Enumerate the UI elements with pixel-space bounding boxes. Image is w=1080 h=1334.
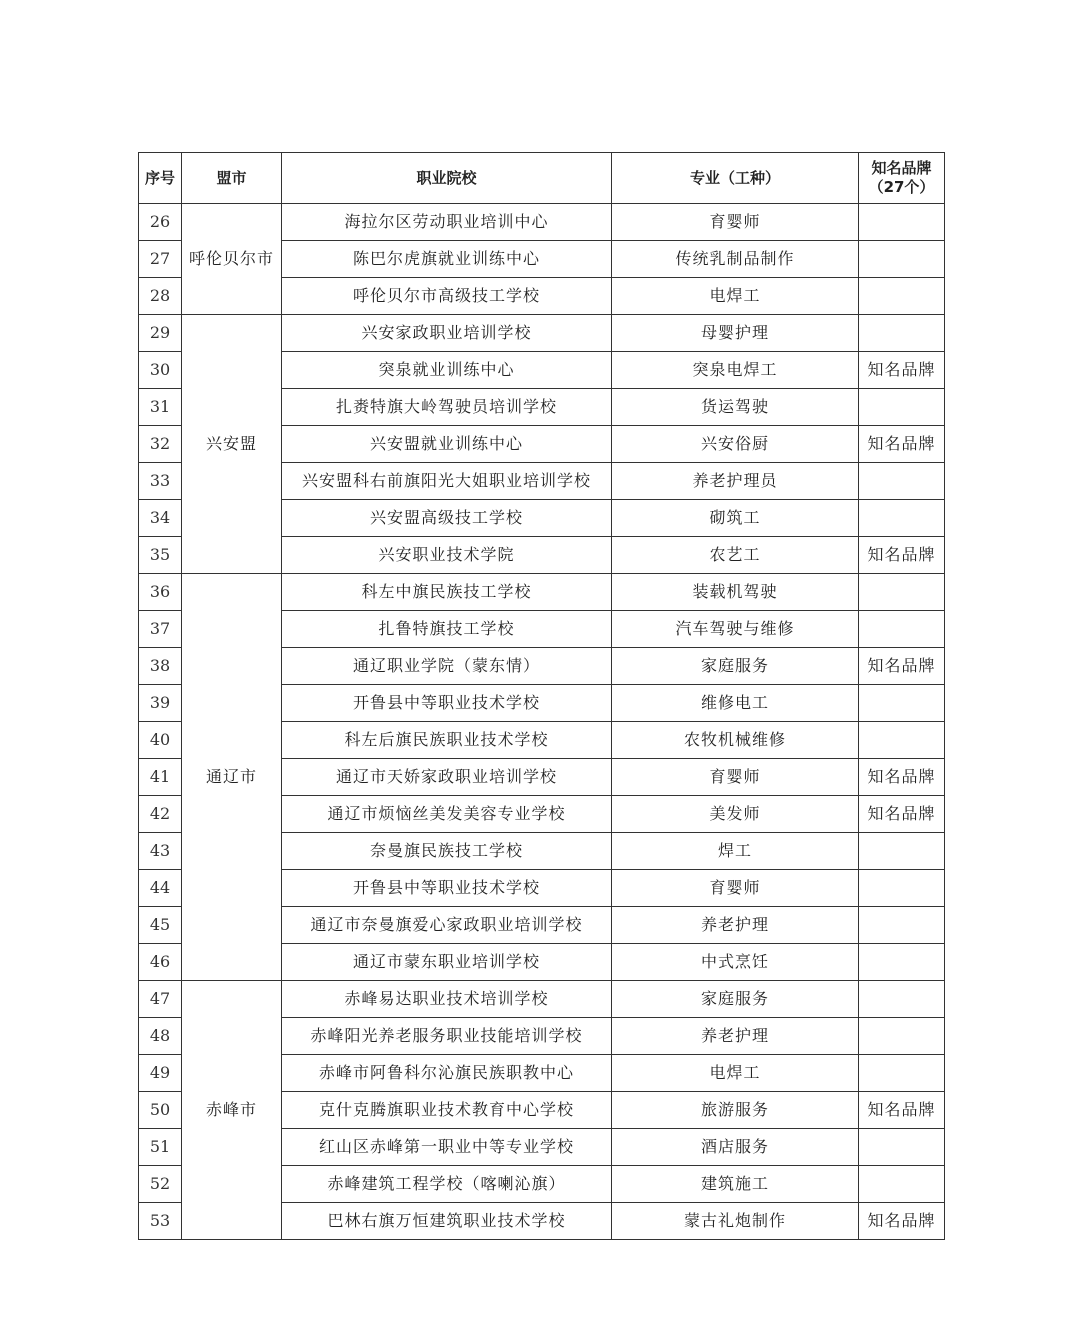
row-school: 兴安职业技术学院 (282, 537, 612, 574)
row-city: 通辽市 (182, 574, 282, 981)
row-school: 科左后旗民族职业技术学校 (282, 722, 612, 759)
row-major: 汽车驾驶与维修 (612, 611, 859, 648)
row-major: 中式烹饪 (612, 944, 859, 981)
row-school: 赤峰阳光养老服务职业技能培训学校 (282, 1018, 612, 1055)
row-major: 电焊工 (612, 278, 859, 315)
row-brand: 知名品牌 (859, 352, 945, 389)
row-major: 传统乳制品制作 (612, 241, 859, 278)
row-school: 赤峰市阿鲁科尔沁旗民族职教中心 (282, 1055, 612, 1092)
row-major: 货运驾驶 (612, 389, 859, 426)
row-school: 通辽市烦恼丝美发美容专业学校 (282, 796, 612, 833)
row-seq: 26 (139, 204, 182, 241)
row-brand (859, 1018, 945, 1055)
row-major: 农牧机械维修 (612, 722, 859, 759)
row-seq: 32 (139, 426, 182, 463)
row-brand (859, 463, 945, 500)
table-row (139, 574, 945, 611)
row-school: 通辽职业学院（蒙东情） (282, 648, 612, 685)
row-school: 兴安盟高级技工学校 (282, 500, 612, 537)
row-seq: 46 (139, 944, 182, 981)
row-brand (859, 1129, 945, 1166)
row-seq: 52 (139, 1166, 182, 1203)
row-school: 科左中旗民族技工学校 (282, 574, 612, 611)
row-brand (859, 574, 945, 611)
row-school: 兴安盟就业训练中心 (282, 426, 612, 463)
header-city: 盟市 (182, 153, 282, 204)
header-brand (859, 153, 945, 204)
row-brand (859, 204, 945, 241)
row-major: 蒙古礼炮制作 (612, 1203, 859, 1240)
row-major: 养老护理员 (612, 463, 859, 500)
row-brand (859, 870, 945, 907)
row-seq: 35 (139, 537, 182, 574)
row-school: 海拉尔区劳动职业培训中心 (282, 204, 612, 241)
row-major: 养老护理 (612, 1018, 859, 1055)
table-header-row (139, 153, 945, 204)
header-brand-line1: 知名品牌 (871, 159, 932, 177)
row-brand (859, 907, 945, 944)
row-brand: 知名品牌 (859, 759, 945, 796)
row-major: 育婴师 (612, 759, 859, 796)
row-brand: 知名品牌 (859, 648, 945, 685)
row-major: 维修电工 (612, 685, 859, 722)
row-seq: 30 (139, 352, 182, 389)
row-seq: 34 (139, 500, 182, 537)
row-school: 扎鲁特旗技工学校 (282, 611, 612, 648)
row-brand (859, 241, 945, 278)
row-major: 电焊工 (612, 1055, 859, 1092)
row-city: 兴安盟 (182, 315, 282, 574)
row-seq: 47 (139, 981, 182, 1018)
row-school: 通辽市蒙东职业培训学校 (282, 944, 612, 981)
row-school: 呼伦贝尔市高级技工学校 (282, 278, 612, 315)
row-brand (859, 389, 945, 426)
row-seq: 51 (139, 1129, 182, 1166)
row-brand: 知名品牌 (859, 1092, 945, 1129)
row-city: 呼伦贝尔市 (182, 204, 282, 315)
row-brand (859, 944, 945, 981)
row-school: 开鲁县中等职业技术学校 (282, 685, 612, 722)
row-seq: 27 (139, 241, 182, 278)
row-brand (859, 1166, 945, 1203)
row-brand (859, 1055, 945, 1092)
row-brand (859, 685, 945, 722)
row-seq: 37 (139, 611, 182, 648)
row-brand (859, 833, 945, 870)
row-seq: 28 (139, 278, 182, 315)
row-school: 陈巴尔虎旗就业训练中心 (282, 241, 612, 278)
row-seq: 45 (139, 907, 182, 944)
row-seq: 43 (139, 833, 182, 870)
row-brand: 知名品牌 (859, 426, 945, 463)
row-brand (859, 500, 945, 537)
row-brand (859, 611, 945, 648)
row-brand (859, 278, 945, 315)
row-major: 育婴师 (612, 204, 859, 241)
row-school: 扎赉特旗大岭驾驶员培训学校 (282, 389, 612, 426)
row-school: 兴安盟科右前旗阳光大姐职业培训学校 (282, 463, 612, 500)
header-school: 职业院校 (282, 153, 612, 204)
row-major: 美发师 (612, 796, 859, 833)
row-major: 家庭服务 (612, 981, 859, 1018)
row-school: 通辽市天娇家政职业培训学校 (282, 759, 612, 796)
table-row (139, 981, 945, 1018)
row-school: 开鲁县中等职业技术学校 (282, 870, 612, 907)
row-seq: 36 (139, 574, 182, 611)
row-school: 赤峰建筑工程学校（喀喇沁旗） (282, 1166, 612, 1203)
row-major: 兴安俗厨 (612, 426, 859, 463)
row-major: 砌筑工 (612, 500, 859, 537)
row-brand (859, 981, 945, 1018)
row-seq: 33 (139, 463, 182, 500)
table-row (139, 315, 945, 352)
header-seq: 序号 (139, 153, 182, 204)
row-brand: 知名品牌 (859, 1203, 945, 1240)
row-school: 克什克腾旗职业技术教育中心学校 (282, 1092, 612, 1129)
row-major: 农艺工 (612, 537, 859, 574)
row-major: 养老护理 (612, 907, 859, 944)
row-school: 巴林右旗万恒建筑职业技术学校 (282, 1203, 612, 1240)
row-seq: 53 (139, 1203, 182, 1240)
row-major: 家庭服务 (612, 648, 859, 685)
row-seq: 49 (139, 1055, 182, 1092)
header-brand-line2: （27个） (868, 178, 935, 196)
row-school: 奈曼旗民族技工学校 (282, 833, 612, 870)
row-seq: 42 (139, 796, 182, 833)
row-seq: 48 (139, 1018, 182, 1055)
row-major: 装载机驾驶 (612, 574, 859, 611)
row-brand (859, 722, 945, 759)
row-seq: 38 (139, 648, 182, 685)
row-seq: 40 (139, 722, 182, 759)
row-major: 建筑施工 (612, 1166, 859, 1203)
row-city: 赤峰市 (182, 981, 282, 1240)
row-school: 赤峰易达职业技术培训学校 (282, 981, 612, 1018)
header-major: 专业（工种） (612, 153, 859, 204)
row-seq: 31 (139, 389, 182, 426)
row-school: 突泉就业训练中心 (282, 352, 612, 389)
row-brand: 知名品牌 (859, 796, 945, 833)
row-seq: 41 (139, 759, 182, 796)
row-major: 焊工 (612, 833, 859, 870)
table-row (139, 204, 945, 241)
row-seq: 44 (139, 870, 182, 907)
row-major: 育婴师 (612, 870, 859, 907)
table-body (139, 204, 945, 1240)
row-seq: 29 (139, 315, 182, 352)
school-brand-table (138, 152, 945, 1240)
row-major: 酒店服务 (612, 1129, 859, 1166)
row-school: 红山区赤峰第一职业中等专业学校 (282, 1129, 612, 1166)
row-seq: 50 (139, 1092, 182, 1129)
row-major: 突泉电焊工 (612, 352, 859, 389)
row-major: 母婴护理 (612, 315, 859, 352)
row-major: 旅游服务 (612, 1092, 859, 1129)
row-brand (859, 315, 945, 352)
row-school: 兴安家政职业培训学校 (282, 315, 612, 352)
row-seq: 39 (139, 685, 182, 722)
row-school: 通辽市奈曼旗爱心家政职业培训学校 (282, 907, 612, 944)
row-brand: 知名品牌 (859, 537, 945, 574)
